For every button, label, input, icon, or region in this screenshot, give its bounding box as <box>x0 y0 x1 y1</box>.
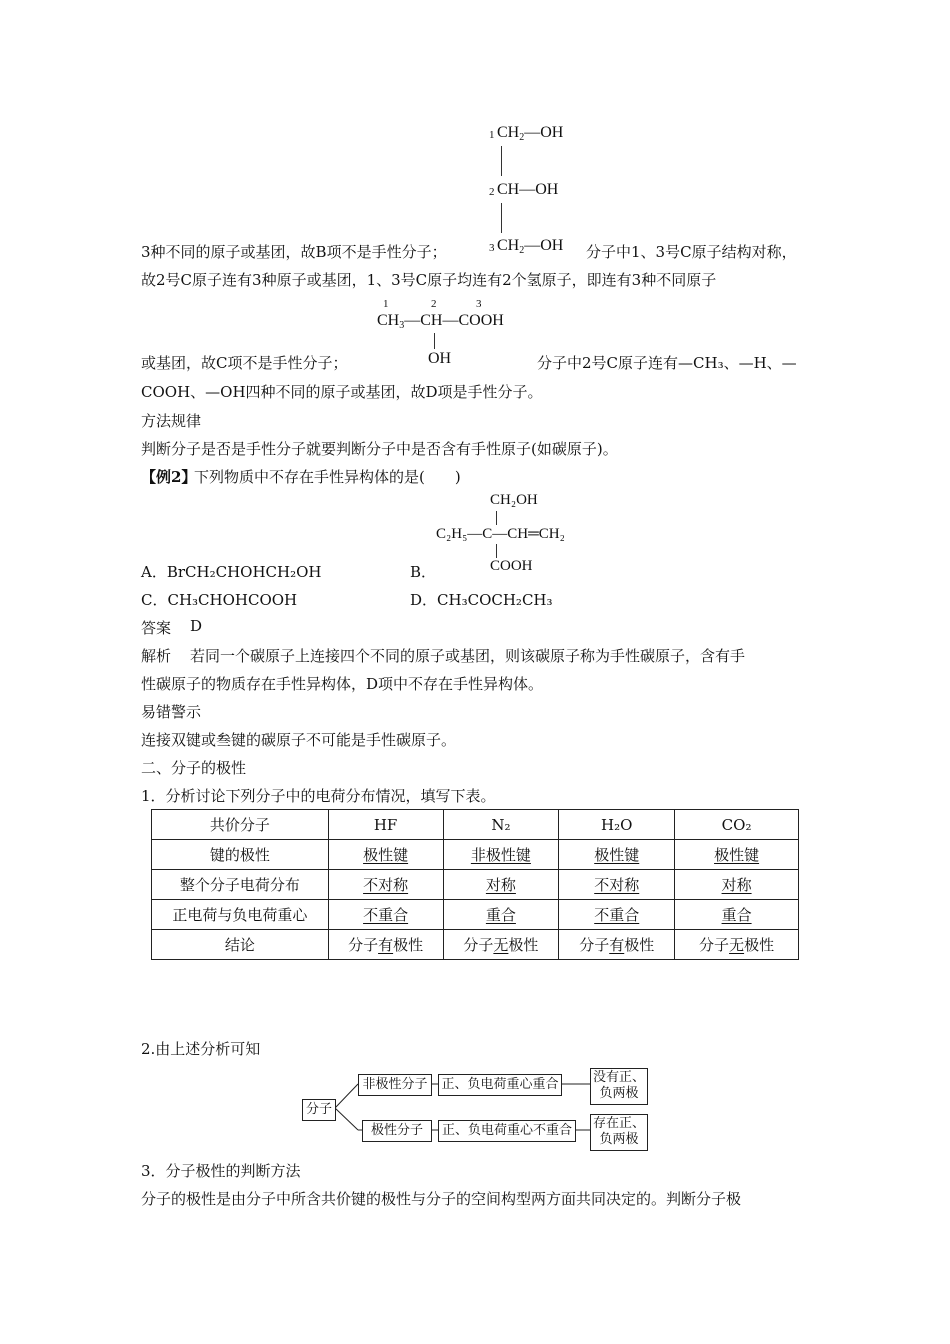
analysis-line1: 若同一个碳原子上连接四个不同的原子或基团，则该碳原子称为手性碳原子，含有手 <box>190 647 746 665</box>
section-item-3: 3．分子极性的判断方法 <box>141 1162 301 1180</box>
para1-line1-right: 分子中1、3号C原子结构对称， <box>586 243 797 261</box>
para2-line2: COOH、—OH四种不同的原子或基团，故D项是手性分子。 <box>141 383 543 401</box>
method-title: 方法规律 <box>141 412 202 430</box>
bond-line <box>496 511 497 525</box>
para1-line1-left: 3种不同的原子或基团，故B项不是手性分子； <box>141 243 447 261</box>
table-header: HF <box>328 810 443 840</box>
para2-line1-right: 分子中2号C原子连有—CH₃、—H、— <box>537 354 797 372</box>
polarity-table <box>151 809 799 960</box>
option-d: D．CH₃COCH₂CH₃ <box>410 591 553 609</box>
method-text: 判断分子是否是手性分子就要判断分子中是否含有手性原子(如碳原子)。 <box>141 440 618 458</box>
warning-text: 连接双键或叁键的碳原子不可能是手性碳原子。 <box>141 731 457 749</box>
struct-b-chain: C₂H₅—C—CH═CH₂ <box>436 526 565 542</box>
table-cell: 分子无极性 <box>675 930 799 960</box>
table-row <box>152 870 799 900</box>
table-cell: 分子有极性 <box>559 930 675 960</box>
table-cell: 不对称 <box>328 870 443 900</box>
lactic-number-1: 1 <box>383 298 389 310</box>
glycerol-c1: $CH_2—OH$ <box>497 124 564 143</box>
glycerol-c3: $CH_2—OH$ <box>497 237 564 256</box>
glycerol-c2: CH—OH <box>497 181 559 198</box>
option-c: C．CH₃CHOHCOOH <box>141 591 298 609</box>
table-header: 共价分子 <box>152 810 329 840</box>
section-item-1: 1．分析讨论下列分子中的电荷分布情况，填写下表。 <box>141 787 496 805</box>
table-cell: 对称 <box>443 870 559 900</box>
carbon-number-2: 2 <box>489 186 495 198</box>
table-cell: 不重合 <box>559 900 675 930</box>
table-cell: 重合 <box>443 900 559 930</box>
diagram-root: 分子 <box>302 1099 336 1121</box>
diagram-polar-result: 存在正、 负两极 <box>590 1114 648 1151</box>
analysis-line2: 性碳原子的物质存在手性异构体，D项中不存在手性异构体。 <box>141 675 544 693</box>
table-header: H₂O <box>559 810 675 840</box>
warning-title: 易错警示 <box>141 703 202 721</box>
section-item-2: 2.由上述分析可知 <box>141 1040 261 1058</box>
carbon-number-3: 3 <box>489 242 495 254</box>
answer-label: 答案 <box>141 619 172 637</box>
para1-line2: 故2号C原子连有3种原子或基团，1、3号C原子均连有2个氢原子，即连有3种不同原子 <box>141 271 717 289</box>
table-header: CO₂ <box>675 810 799 840</box>
table-row-conclusion <box>152 930 799 960</box>
carbon-number-1: 1 <box>489 129 495 141</box>
analysis-label: 解析 <box>141 647 172 665</box>
struct-b-bottom: COOH <box>490 558 533 574</box>
bond-line <box>501 203 502 233</box>
diagram-nonpolar: 非极性分子 <box>358 1074 432 1096</box>
option-a: A．BrCH₂CHOHCH₂OH <box>141 563 322 581</box>
option-b: B． <box>410 563 437 581</box>
row-label: 结论 <box>152 930 329 960</box>
diagram-nonpolar-condition: 正、负电荷重心重合 <box>438 1074 562 1096</box>
row-label: 正电荷与负电荷重心 <box>152 900 329 930</box>
row-label: 整个分子电荷分布 <box>152 870 329 900</box>
example-question: 下列物质中不存在手性异构体的是( ) <box>194 468 461 486</box>
section-title: 二、分子的极性 <box>141 759 247 777</box>
bond-line <box>496 544 497 558</box>
lactic-chain: $CH_3—CH—COOH$ <box>377 312 504 331</box>
table-cell: 不重合 <box>328 900 443 930</box>
table-cell: 非极性键 <box>443 840 559 870</box>
para2-line1-left: 或基团，故C项不是手性分子； <box>141 354 348 372</box>
table-cell: 对称 <box>675 870 799 900</box>
row-label: 键的极性 <box>152 840 329 870</box>
lactic-number-2: 2 <box>431 298 437 310</box>
diagram-polar: 极性分子 <box>362 1120 432 1142</box>
table-row <box>152 840 799 870</box>
table-cell: 重合 <box>675 900 799 930</box>
table-header: N₂ <box>443 810 559 840</box>
struct-b-top: CH₂OH <box>490 492 538 508</box>
table-cell: 极性键 <box>328 840 443 870</box>
bond-line <box>434 333 435 349</box>
diagram-polar-condition: 正、负电荷重心不重合 <box>438 1120 576 1142</box>
lactic-number-3: 3 <box>476 298 482 310</box>
answer-value: D <box>190 617 203 635</box>
diagram-nonpolar-result: 没有正、 负两极 <box>590 1068 648 1105</box>
bond-line <box>501 146 502 176</box>
table-cell: 不对称 <box>559 870 675 900</box>
table-cell: 极性键 <box>559 840 675 870</box>
table-cell: 分子无极性 <box>443 930 559 960</box>
table-header-row <box>152 810 799 840</box>
table-cell: 极性键 <box>675 840 799 870</box>
section-item-3-text: 分子的极性是由分子中所含共价键的极性与分子的空间构型两方面共同决定的。判断分子极 <box>141 1190 742 1208</box>
example-label: 【例2】 <box>141 468 197 486</box>
table-cell: 分子有极性 <box>328 930 443 960</box>
table-row <box>152 900 799 930</box>
lactic-oh: OH <box>428 350 452 367</box>
